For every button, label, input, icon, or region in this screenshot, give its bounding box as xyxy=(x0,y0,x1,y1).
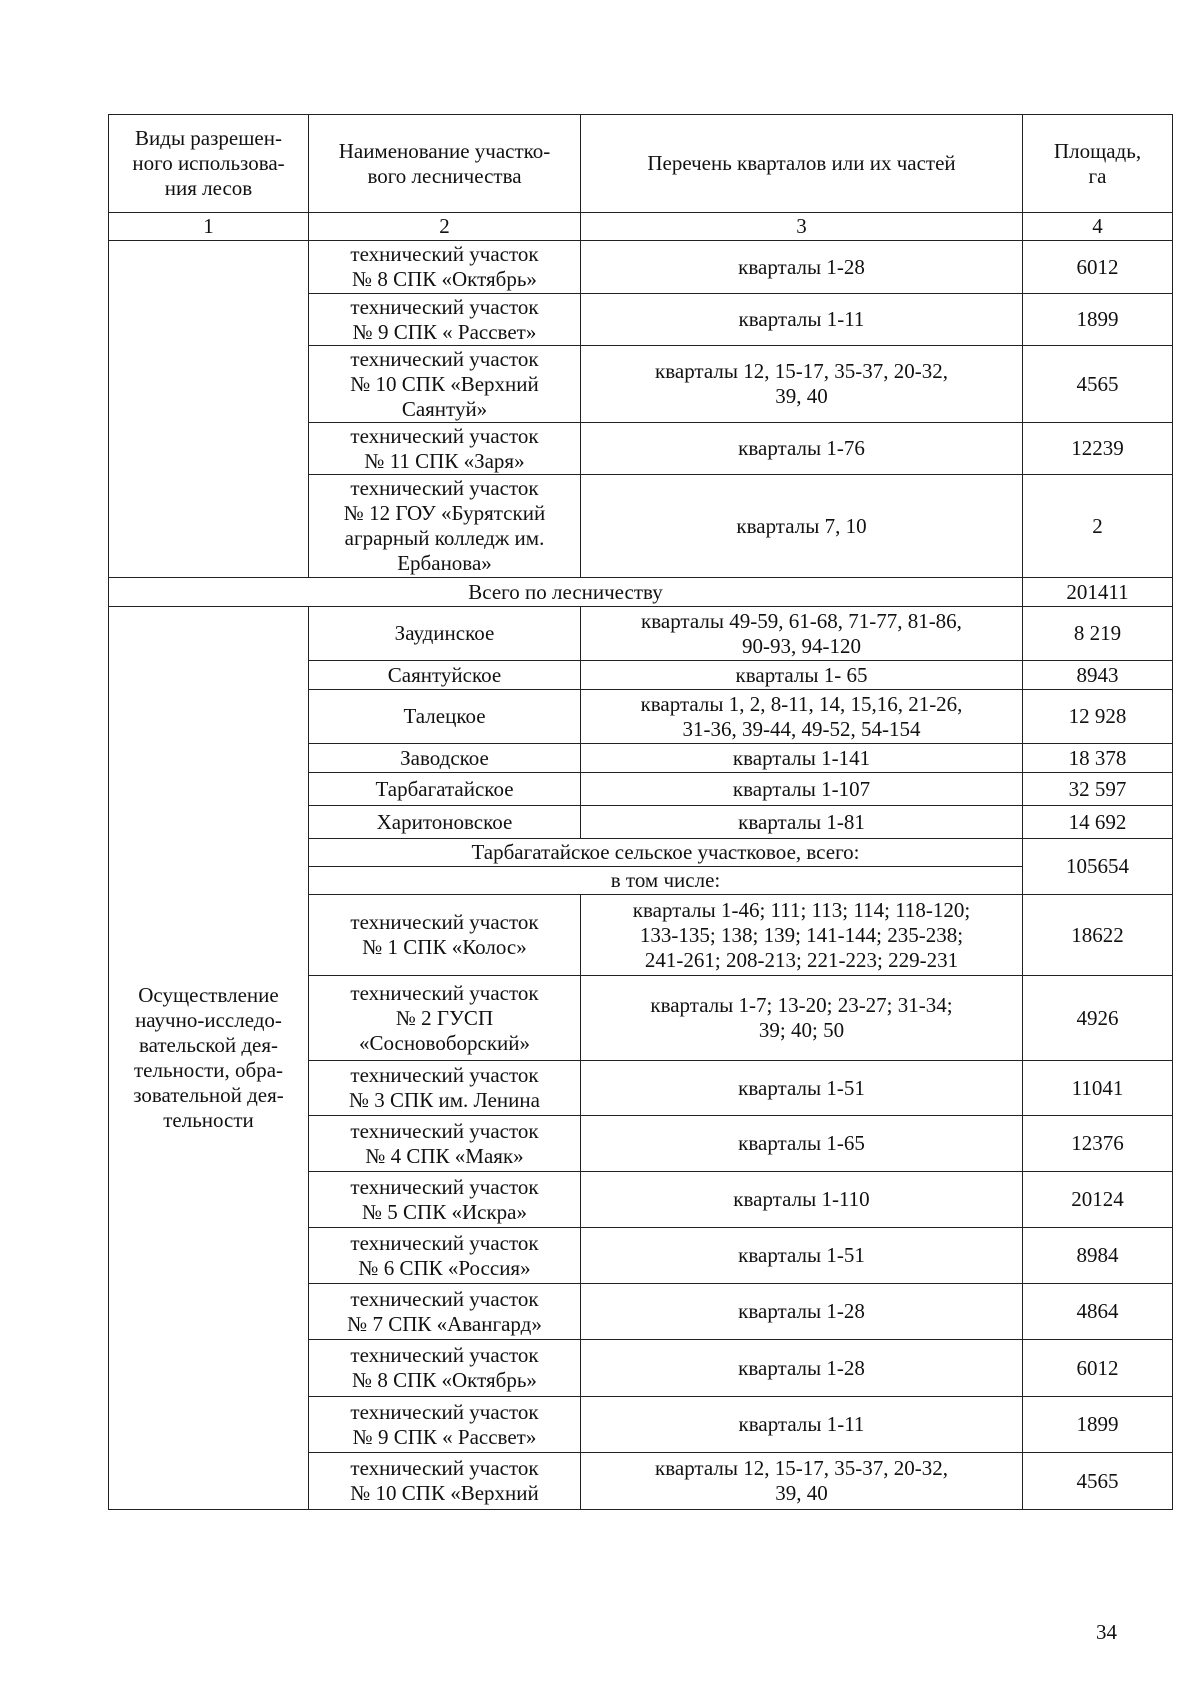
quarters-cell: кварталы 1-28 xyxy=(581,1284,1023,1340)
forestry-name-cell: Саянтуйское xyxy=(309,661,581,690)
area-cell: 8943 xyxy=(1023,661,1173,690)
column-number-cell: 2 xyxy=(309,213,581,241)
forestry-name-cell: технический участок № 11 СПК «Заря» xyxy=(309,423,581,475)
forestry-name-cell: технический участок № 7 СПК «Авангард» xyxy=(309,1284,581,1340)
forestry-name-cell: Талецкое xyxy=(309,690,581,744)
quarters-cell: кварталы 1-11 xyxy=(581,294,1023,346)
area-cell: 1899 xyxy=(1023,1397,1173,1453)
header-cell-quarters: Перечень кварталов или их частей xyxy=(581,115,1023,213)
area-cell: 12 928 xyxy=(1023,690,1173,744)
forestry-name-cell: технический участок № 5 СПК «Искра» xyxy=(309,1172,581,1228)
column-number-row xyxy=(109,213,1173,241)
header-row xyxy=(109,115,1173,213)
area-cell: 6012 xyxy=(1023,241,1173,294)
area-cell: 4864 xyxy=(1023,1284,1173,1340)
use-type-cell-research: Осуществление научно-исследо- вательской дея- тельности, обра- зовательной дея- тельности xyxy=(109,607,309,1510)
area-cell: 8 219 xyxy=(1023,607,1173,661)
area-cell: 18622 xyxy=(1023,895,1173,976)
quarters-cell: кварталы 12, 15-17, 35-37, 20-32, 39, 40 xyxy=(581,1453,1023,1510)
use-type-cell-empty xyxy=(109,241,309,578)
forestry-name-cell: Заудинское xyxy=(309,607,581,661)
page-number: 34 xyxy=(1096,1620,1117,1644)
subtotal-area: 105654 xyxy=(1023,839,1173,895)
total-area: 201411 xyxy=(1023,578,1173,607)
column-number-cell: 3 xyxy=(581,213,1023,241)
forestry-name-cell: технический участок № 8 СПК «Октябрь» xyxy=(309,241,581,294)
quarters-cell: кварталы 1-65 xyxy=(581,1116,1023,1172)
forestry-name-cell: технический участок № 2 ГУСП «Сосновоборский» xyxy=(309,976,581,1061)
quarters-cell: кварталы 1-76 xyxy=(581,423,1023,475)
table-row xyxy=(109,241,1173,294)
quarters-cell: кварталы 1-28 xyxy=(581,241,1023,294)
area-cell: 20124 xyxy=(1023,1172,1173,1228)
area-cell: 4565 xyxy=(1023,1453,1173,1510)
quarters-cell: кварталы 1-141 xyxy=(581,744,1023,773)
header-cell-use-type: Виды разрешен- ного использова- ния лесов xyxy=(109,115,309,213)
header-cell-forestry-name: Наименование участко- вого лесничества xyxy=(309,115,581,213)
area-cell: 12376 xyxy=(1023,1116,1173,1172)
forest-use-table xyxy=(108,114,1173,1510)
quarters-cell: кварталы 1-7; 13-20; 23-27; 31-34; 39; 40; 50 xyxy=(581,976,1023,1061)
including-label: в том числе: xyxy=(309,867,1023,895)
area-cell: 32 597 xyxy=(1023,773,1173,806)
forestry-name-cell: Заводское xyxy=(309,744,581,773)
area-cell: 6012 xyxy=(1023,1340,1173,1397)
forestry-name-cell: технический участок № 10 СПК «Верхний xyxy=(309,1453,581,1510)
area-cell: 2 xyxy=(1023,475,1173,578)
total-row xyxy=(109,578,1173,607)
column-number-cell: 1 xyxy=(109,213,309,241)
column-number-cell: 4 xyxy=(1023,213,1173,241)
forestry-name-cell: технический участок № 8 СПК «Октябрь» xyxy=(309,1340,581,1397)
forestry-name-cell: технический участок № 10 СПК «Верхний Саянтуй» xyxy=(309,346,581,423)
quarters-cell: кварталы 12, 15-17, 35-37, 20-32, 39, 40 xyxy=(581,346,1023,423)
quarters-cell: кварталы 1, 2, 8-11, 14, 15,16, 21-26, 31-36, 39-44, 49-52, 54-154 xyxy=(581,690,1023,744)
forestry-name-cell: технический участок № 1 СПК «Колос» xyxy=(309,895,581,976)
quarters-cell: кварталы 1-110 xyxy=(581,1172,1023,1228)
header-cell-area: Площадь, га xyxy=(1023,115,1173,213)
area-cell: 1899 xyxy=(1023,294,1173,346)
quarters-cell: кварталы 7, 10 xyxy=(581,475,1023,578)
quarters-cell: кварталы 1-46; 111; 113; 114; 118-120; 133-135; 138; 139; 141-144; 235-238; 241-261; 208-213; 221-223; 229-231 xyxy=(581,895,1023,976)
table-row xyxy=(109,607,1173,661)
quarters-cell: кварталы 1-51 xyxy=(581,1228,1023,1284)
quarters-cell: кварталы 1-51 xyxy=(581,1061,1023,1116)
subtotal-label: Тарбагатайское сельское участковое, всего: xyxy=(309,839,1023,867)
quarters-cell: кварталы 1- 65 xyxy=(581,661,1023,690)
forestry-name-cell: Тарбагатайское xyxy=(309,773,581,806)
quarters-cell: кварталы 49-59, 61-68, 71-77, 81-86, 90-93, 94-120 xyxy=(581,607,1023,661)
area-cell: 12239 xyxy=(1023,423,1173,475)
quarters-cell: кварталы 1-28 xyxy=(581,1340,1023,1397)
forestry-name-cell: технический участок № 4 СПК «Маяк» xyxy=(309,1116,581,1172)
total-label: Всего по лесничеству xyxy=(109,578,1023,607)
forestry-name-cell: технический участок № 9 СПК « Рассвет» xyxy=(309,1397,581,1453)
forestry-name-cell: Харитоновское xyxy=(309,806,581,839)
quarters-cell: кварталы 1-11 xyxy=(581,1397,1023,1453)
forestry-name-cell: технический участок № 6 СПК «Россия» xyxy=(309,1228,581,1284)
area-cell: 18 378 xyxy=(1023,744,1173,773)
forestry-name-cell: технический участок № 9 СПК « Рассвет» xyxy=(309,294,581,346)
area-cell: 4926 xyxy=(1023,976,1173,1061)
area-cell: 8984 xyxy=(1023,1228,1173,1284)
quarters-cell: кварталы 1-107 xyxy=(581,773,1023,806)
area-cell: 14 692 xyxy=(1023,806,1173,839)
area-cell: 4565 xyxy=(1023,346,1173,423)
quarters-cell: кварталы 1-81 xyxy=(581,806,1023,839)
area-cell: 11041 xyxy=(1023,1061,1173,1116)
forestry-name-cell: технический участок № 12 ГОУ «Бурятский аграрный колледж им. Ербанова» xyxy=(309,475,581,578)
forestry-name-cell: технический участок № 3 СПК им. Ленина xyxy=(309,1061,581,1116)
